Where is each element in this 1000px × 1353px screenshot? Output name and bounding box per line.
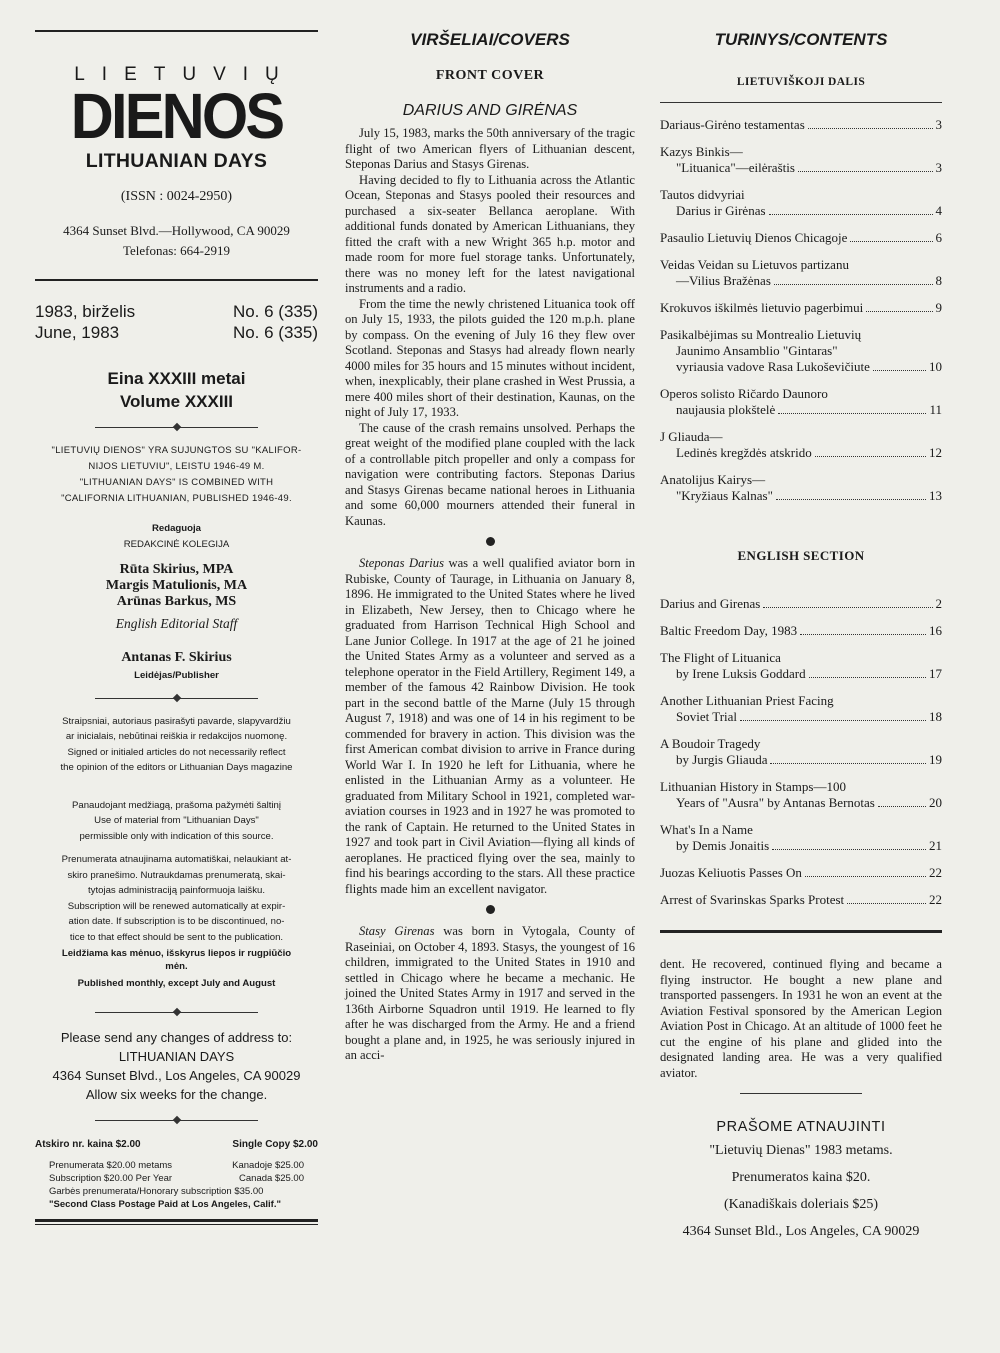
- toc-title: What's In a Name: [660, 822, 753, 837]
- toc-entry: [660, 327, 942, 343]
- disclaimer-line: the opinion of the editors or Lithuanian Days magazine: [60, 762, 293, 773]
- editor-name: Margis Matulionis, MA: [105, 578, 248, 593]
- toc-leader: [850, 241, 932, 242]
- renewal-title: PRAŠOME ATNAUJINTI: [716, 1119, 886, 1135]
- toc-entry: [660, 693, 942, 709]
- toc-leader: [878, 806, 926, 807]
- toc-title: Krokuvos iškilmės lietuvio pagerbimui: [660, 300, 864, 315]
- toc-page: 6: [935, 230, 942, 245]
- masthead-subtitle: LITHUANIAN DAYS: [85, 150, 268, 172]
- material-line: Use of material from "Lithuanian Days": [94, 815, 259, 826]
- toc-entry: [660, 650, 942, 666]
- toc-title: Years of "Ausra" by Antanas Bernotas: [676, 795, 875, 810]
- en-number: No. 6 (335): [232, 323, 318, 342]
- en-volume: Volume XXXIII: [119, 392, 234, 411]
- toc-title: Tautos didvyriai: [660, 187, 745, 202]
- monthly-line: Published monthly, except July and August: [77, 978, 276, 989]
- toc-leader: [763, 607, 932, 608]
- toc-title: Pasikalbėjimas su Montrealio Lietuvių: [660, 327, 862, 342]
- toc-title: Another Lithuanian Priest Facing: [660, 693, 834, 708]
- edited-by: Redaguoja: [151, 523, 202, 534]
- toc-title: by Jurgis Gliauda: [676, 752, 768, 767]
- toc-title: Darius and Girenas: [660, 596, 761, 611]
- renewal-line: "Lietuvių Dienas" 1983 metams.: [709, 1143, 893, 1158]
- merger-line: "LITHUANIAN DAYS" IS COMBINED WITH: [79, 477, 274, 488]
- toc-title: Anatolijus Kairys—: [660, 472, 766, 487]
- toc-entry: [660, 257, 942, 273]
- toc-title: The Flight of Lituanica: [660, 650, 781, 665]
- notice-line: Allow six weeks for the change.: [85, 1087, 268, 1102]
- toc-leader: [770, 763, 926, 764]
- toc-title: naujausia plokštelė: [676, 402, 776, 417]
- merger-line: "CALIFORNIA LITHUANIAN, PUBLISHED 1946-49.: [61, 493, 292, 504]
- merger-line: NIJOS LIETUVIU", LEISTU 1946-49 M.: [88, 461, 265, 472]
- editor-name: Rūta Skirius, MPA: [119, 562, 234, 577]
- toc-entry: [660, 343, 942, 359]
- toc-entry: [660, 445, 942, 461]
- renewal-line: Prenumerata atnaujinama automatiškai, nelaukiant at-: [61, 854, 292, 865]
- postage-note: "Second Class Postage Paid at Los Angeles, Calif.": [49, 1199, 281, 1210]
- toc-page: 20: [929, 795, 942, 810]
- toc-leader: [772, 849, 926, 850]
- toc-entry: [660, 779, 942, 795]
- paragraph-text: was born in Vytogala, County of Raseiniai, on October 4, 1893. Stasys, the youngest of 16 children, immigrated to the United States in 1910 and settled in Chicago where he became a mechanic. He joined the United States Army in 1917 and served in the 136th Airborne Squadron until 1919. He learned to fly after he was discharged from the Army. He and a friend bought a plane and, in 1925, he was seriously injured in an acci-: [345, 924, 636, 1062]
- toc-leader: [815, 456, 926, 457]
- masthead-title: DIENOS: [70, 80, 283, 152]
- toc-entry: [660, 596, 942, 612]
- material-note: [35, 798, 318, 845]
- bottom-rule-thin: [35, 1224, 318, 1225]
- toc-leader: [774, 284, 933, 285]
- toc-entry: [660, 187, 942, 203]
- price-cell: Garbės prenumerata/Honorary subscription $35.00: [49, 1186, 264, 1197]
- price-box: [35, 1138, 318, 1211]
- toc-leader: [873, 370, 926, 371]
- toc-entry: [660, 822, 942, 838]
- paragraph: [345, 924, 635, 1064]
- toc-entry: [660, 666, 942, 682]
- disclaimer-line: ar inicialais, nebūtinai reiškia ir redakcijos nuomonę.: [65, 731, 288, 742]
- masthead-top: LIETUVIŲ: [74, 64, 296, 85]
- toc-leader: [769, 214, 933, 215]
- toc-title: Soviet Trial: [676, 709, 738, 724]
- publisher-name: Antanas F. Skirius: [121, 650, 232, 665]
- material-line: permissible only with indication of this source.: [79, 830, 274, 842]
- paragraph: Having decided to fly to Lithuania across the Atlantic Ocean, Steponas and Stasys pooled their resources and purchased a six-seater Bellanca aeroplane. With additional funds donated by American Lithuanians, they fitted the craft with a new Wright 365 h.p. motor and made room for more fuel storage tanks. Unfortunately, there was no money left for the latest navigational instruments and a radio.: [345, 172, 635, 295]
- toc-title: vyriausia vadove Rasa Lukoševičiute: [676, 359, 870, 374]
- lt-date: 1983, birželis: [35, 302, 136, 321]
- contents-column: [660, 30, 942, 1243]
- paragraph: From the time the newly christened Lituanica took off on July 15, 1933, the pilots guided the 120 m.p.h. plane by compass. On the evening of July 16 they flew over Scotland. Steponas and Stasys had already flown nearly 4000 miles for 35 hours and 15 minutes without incident, when, inexplicably, their plane crashed in West Prussia, a mere 400 miles short of their destination, Kaunas, on the night of July 17, 1933.: [345, 296, 635, 419]
- address-line: 4364 Sunset Blvd.—Hollywood, CA 90029: [63, 223, 290, 238]
- toc-leader: [805, 876, 926, 877]
- lt-volume: Eina XXXIII metai: [107, 369, 246, 388]
- toc-title: Kazys Binkis—: [660, 144, 743, 159]
- toc-leader: [800, 634, 926, 635]
- paragraph: dent. He recovered, continued flying and became a flying instructor. He bought a new plane and transported passengers. In 1931 he won an event at the Aviation Festival sponsored by the American Legion Aviation Post in Chicago. At an altitude of 1000 feet he cut the engine of his plane and glided into the designated landing area. He was a very qualified aviator.: [660, 957, 942, 1080]
- monthly-line: mėn.: [165, 961, 188, 972]
- disclaimer: [35, 714, 318, 776]
- paragraph: [345, 556, 635, 897]
- toc-title: Lithuanian History in Stamps—100: [660, 779, 846, 794]
- paragraph: The cause of the crash remains unsolved. Perhaps the great weight of the modified plane coupled with the lack of a controllable pitch propeller and only a compass for navigation were contributing factors. Steponas Darius and Stasys Girenas became national heroes in Lithuania and some 60,000 mourners attended their funeral in Kaunas.: [345, 420, 635, 528]
- price-cell: Prenumerata $20.00 metams: [49, 1160, 173, 1171]
- toc-entry: [660, 838, 942, 854]
- toc-page: 17: [929, 666, 942, 681]
- toc-page: 16: [929, 623, 942, 638]
- editor-names: [35, 562, 318, 610]
- article-title: DARIUS AND GIRĖNAS: [402, 102, 578, 119]
- en-date: June, 1983: [35, 323, 120, 342]
- notice-line: Please send any changes of address to:: [60, 1030, 293, 1045]
- bullet-separator: [486, 905, 495, 914]
- toc-leader: [866, 311, 932, 312]
- covers-column: [345, 30, 635, 1064]
- disclaimer-line: Signed or initialed articles do not necessarily reflect: [67, 746, 286, 758]
- contents-heading: TURINYS/CONTENTS: [714, 30, 888, 49]
- masthead-address: [35, 221, 318, 261]
- toc-title: Ledinės kregždės atskrido: [676, 445, 812, 460]
- toc-page: 10: [929, 359, 942, 374]
- toc-entry: [660, 472, 942, 488]
- toc-entry: [660, 736, 942, 752]
- lithuanian-section-heading: LIETUVIŠKOJI DALIS: [736, 76, 866, 88]
- toc-title: Juozas Keliuotis Passes On: [660, 865, 802, 880]
- phone-line: Telefonas: 664-2919: [122, 243, 231, 258]
- toc-page: 13: [929, 488, 942, 503]
- toc-entry: [660, 709, 942, 725]
- renewal-line: Subscription will be renewed automatically at expir-: [67, 900, 286, 912]
- top-rule: [35, 30, 318, 32]
- price-cell: Canada $25.00: [239, 1173, 304, 1184]
- toc-page: 4: [935, 203, 942, 218]
- toc-page: 12: [929, 445, 942, 460]
- contents-bottom-rule: [660, 930, 942, 933]
- diamond-divider: [95, 694, 258, 704]
- front-cover-label: FRONT COVER: [435, 68, 545, 83]
- renewal-line: (Kanadiškais doleriais $25): [724, 1197, 878, 1212]
- renewal-note: [35, 852, 318, 945]
- toc-title: Operos solisto Ričardo Daunoro: [660, 386, 828, 401]
- toc-leader: [776, 499, 926, 500]
- toc-title: Arrest of Svarinskas Sparks Protest: [660, 892, 845, 907]
- toc-entry: [660, 359, 942, 375]
- single-copy-lt: Atskiro nr. kaina $2.00: [35, 1139, 141, 1150]
- volume: [35, 367, 318, 413]
- merger-note: [35, 443, 318, 507]
- toc-page: 9: [935, 300, 942, 315]
- toc-page: 18: [929, 709, 942, 724]
- english-contents: [660, 596, 942, 908]
- toc-entry: [660, 203, 942, 219]
- toc-title: Baltic Freedom Day, 1983: [660, 623, 798, 638]
- merger-line: "LIETUVIŲ DIENOS" YRA SUJUNGTOS SU "KALIFOR-: [51, 445, 302, 456]
- toc-entry: [660, 795, 942, 811]
- toc-title: Pasaulio Lietuvių Dienos Chicagoje: [660, 230, 848, 245]
- renewal-line: skiro pranešimo. Nutraukdamas prenumeratą, skai-: [67, 869, 286, 881]
- toc-entry: [660, 488, 942, 504]
- contents-rule: [660, 102, 942, 103]
- toc-entry: [660, 402, 942, 418]
- notice-line: 4364 Sunset Blvd., Los Angeles, CA 90029: [52, 1068, 301, 1083]
- bottom-rule: [35, 1219, 318, 1222]
- toc-title: Jaunimo Ansamblio "Gintaras": [676, 343, 838, 358]
- lithuanian-contents: [660, 117, 942, 504]
- toc-leader: [798, 171, 933, 172]
- toc-entry: [660, 865, 942, 881]
- toc-title: J Gliauda—: [660, 429, 723, 444]
- toc-title: "Kryžiaus Kalnas": [676, 488, 773, 503]
- toc-leader: [809, 677, 926, 678]
- toc-title: —Vilius Bražėnas: [676, 273, 771, 288]
- toc-entry: [660, 386, 942, 402]
- renewal-line: tice to that effect should be sent to the publication.: [69, 931, 284, 943]
- editor-name: Arūnas Barkus, MS: [116, 594, 237, 609]
- toc-entry: [660, 623, 942, 639]
- masthead-column: [35, 30, 318, 1225]
- toc-title: "Lituanica"—eilėraštis: [676, 160, 795, 175]
- renewal-line: ation date. If subscription is to be discontinued, no-: [68, 916, 285, 927]
- toc-page: 22: [929, 865, 942, 880]
- toc-entry: [660, 429, 942, 445]
- paragraph-text: was a well qualified aviator born in Rubiske, County of Taurage, in Lithuania on January 8, 1896. He immigrated to the United States where he lived in Elizabeth, New Jersey, then to Chicago where he graduated from Harrison Technical High School and Lane Junior College. In 1917 at the age of 21 he joined the United States Army as a volunteer and served as a telephone operator in the Field Artillery, Regiment 149, a member of the famous 42 Rainbow Division. He took part in the second battle of the Marne (July 15 through August 7, 1918) and was one of 14 in his regiment to be commended for bravery in action. This division was the first American combat division to arrive in France during World War I. In 1920 he left for Lithuania, where he enlisted in the Lithuanian Army as a volunteer. He graduated from Military School in 1921, completed war-aviation courses in 1923 and in 1927 he was promoted to the rank of Captain. He returned to the United States in 1927 and took part in Civil Aviation—flying all kinds of aeroplanes. He practiced flying over the sea, mainly to find his bearings according to the stars. All these practice flights made him an excellent navigator.: [345, 556, 635, 896]
- editorial-staff: English Editorial Staff: [115, 616, 238, 631]
- toc-title: A Boudoir Tragedy: [660, 736, 761, 751]
- article-body: [345, 126, 635, 1064]
- disclaimer-line: Straipsniai, autoriaus pasirašyti pavarde, slapyvardžiu: [62, 715, 291, 727]
- toc-page: 2: [935, 596, 942, 611]
- english-section-heading: ENGLISH SECTION: [737, 548, 865, 563]
- toc-title: Darius ir Girėnas: [676, 203, 766, 218]
- article-continuation: [660, 957, 942, 1081]
- notice-line: LITHUANIAN DAYS: [118, 1049, 235, 1064]
- diamond-divider: [95, 423, 258, 433]
- renewal-line: Prenumeratos kaina $20.: [731, 1170, 871, 1185]
- divider: [35, 279, 318, 281]
- toc-leader: [740, 720, 926, 721]
- toc-title: by Irene Luksis Goddard: [676, 666, 806, 681]
- lt-number: No. 6 (335): [232, 302, 318, 321]
- toc-entry: [660, 892, 942, 908]
- renewal-box: [660, 1116, 942, 1243]
- toc-entry: [660, 300, 942, 316]
- material-line: Panaudojant medžiagą, prašoma pažymėti šaltinį: [71, 799, 282, 811]
- toc-title: Veidas Veidan su Lietuvos partizanu: [660, 257, 849, 272]
- toc-entry: [660, 144, 942, 160]
- single-copy-en: Single Copy $2.00: [232, 1139, 318, 1150]
- toc-title: by Demis Jonaitis: [676, 838, 770, 853]
- address-change-notice: [35, 1028, 318, 1104]
- toc-leader: [808, 128, 933, 129]
- toc-page: 21: [929, 838, 942, 853]
- issn: (ISSN : 0024-2950): [120, 189, 233, 204]
- toc-page: 3: [935, 117, 942, 132]
- toc-entry: [660, 160, 942, 176]
- toc-page: 19: [929, 752, 942, 767]
- toc-entry: [660, 117, 942, 133]
- toc-page: 22: [929, 892, 942, 907]
- diamond-divider: [95, 1008, 258, 1018]
- toc-title: Dariaus-Girėno testamentas: [660, 117, 805, 132]
- bullet-separator: [486, 537, 495, 546]
- toc-page: 8: [935, 273, 942, 288]
- monthly-note: [35, 947, 318, 990]
- price-cell: Kanadoje $25.00: [232, 1160, 304, 1171]
- short-rule: [740, 1093, 862, 1094]
- issue-dates: [35, 301, 318, 343]
- renewal-line: 4364 Sunset Bld., Los Angeles, CA 90029: [682, 1224, 920, 1239]
- toc-entry: [660, 752, 942, 768]
- toc-leader: [847, 903, 926, 904]
- person-name: Stasy Girenas: [359, 924, 435, 938]
- toc-page: 3: [935, 160, 942, 175]
- person-name: Steponas Darius: [359, 556, 444, 570]
- toc-page: 11: [929, 402, 942, 417]
- paragraph: July 15, 1983, marks the 50th anniversary of the tragic flight of two American flyers of Lithuanian descent, Steponas Darius and Stasys Girenas.: [345, 126, 635, 171]
- toc-leader: [778, 413, 926, 414]
- toc-entry: [660, 230, 942, 246]
- toc-entry: [660, 273, 942, 289]
- renewal-line: tytojas administraciją painformuoja laišku.: [87, 885, 266, 896]
- monthly-line: Leidžiama kas mėnuo, išskyrus liepos ir rugpiūčio: [61, 948, 292, 959]
- editorial-board: REDAKCINĖ KOLEGIJA: [123, 538, 230, 550]
- diamond-divider: [95, 1116, 258, 1126]
- price-cell: Subscription $20.00 Per Year: [49, 1173, 173, 1184]
- covers-heading: VIRŠELIAI/COVERS: [410, 30, 570, 49]
- publisher-role: Leidėjas/Publisher: [134, 670, 219, 681]
